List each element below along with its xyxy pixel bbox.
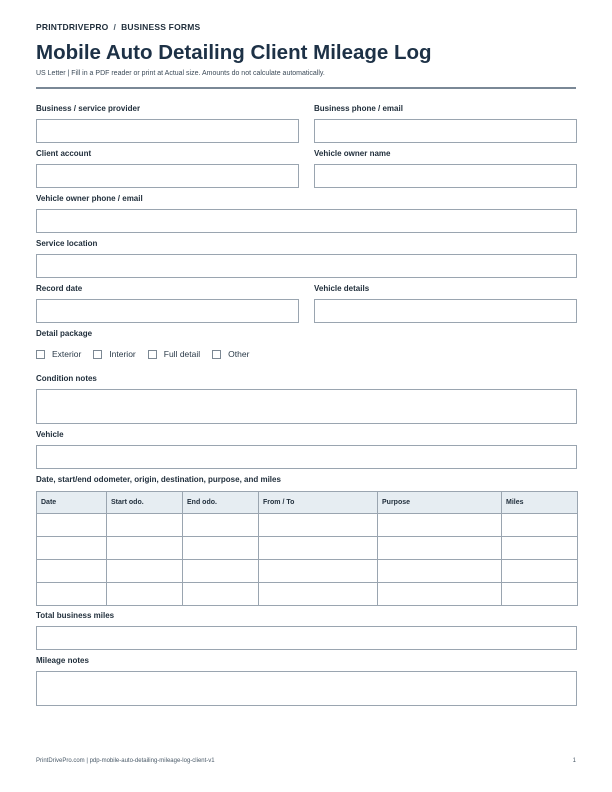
condition-notes-input[interactable] xyxy=(36,389,577,424)
table-cell[interactable] xyxy=(502,514,578,537)
table-cell[interactable] xyxy=(259,537,378,560)
table-cell[interactable] xyxy=(107,537,183,560)
checkbox-other[interactable] xyxy=(212,350,221,359)
table-cell[interactable] xyxy=(183,537,259,560)
table-cell[interactable] xyxy=(107,583,183,606)
trip-table-label: Date, start/end odometer, origin, destination, purpose, and miles xyxy=(36,475,281,484)
footer-source: PrintDrivePro.com | pdp-mobile-auto-detailing-mileage-log-client-v1 xyxy=(36,758,215,764)
table-row xyxy=(37,583,578,606)
table-cell[interactable] xyxy=(37,514,107,537)
record-date-label: Record date xyxy=(36,284,83,293)
header-divider xyxy=(36,87,576,89)
breadcrumb-section: BUSINESS FORMS xyxy=(121,22,201,32)
package-option-full-detail[interactable] xyxy=(148,349,200,359)
col-header-end-odo: End odo. xyxy=(183,492,259,514)
table-cell[interactable] xyxy=(259,514,378,537)
business-contact-input[interactable] xyxy=(314,119,577,143)
table-cell[interactable] xyxy=(37,560,107,583)
col-header-purpose: Purpose xyxy=(378,492,502,514)
vehicle-details-input[interactable] xyxy=(314,299,577,323)
page-title: Mobile Auto Detailing Client Mileage Log xyxy=(36,41,432,64)
table-cell[interactable] xyxy=(183,583,259,606)
detail-package-options xyxy=(36,349,261,359)
vehicle-label: Vehicle xyxy=(36,430,64,439)
record-date-input[interactable] xyxy=(36,299,299,323)
table-row xyxy=(37,537,578,560)
package-label-exterior: Exterior xyxy=(52,349,82,359)
table-cell[interactable] xyxy=(378,583,502,606)
package-option-other[interactable] xyxy=(212,349,249,359)
package-option-exterior[interactable] xyxy=(36,349,81,359)
table-cell[interactable] xyxy=(183,514,259,537)
table-cell[interactable] xyxy=(502,560,578,583)
table-cell[interactable] xyxy=(378,514,502,537)
table-cell[interactable] xyxy=(107,560,183,583)
table-cell[interactable] xyxy=(259,583,378,606)
package-label-interior: Interior xyxy=(109,349,136,359)
checkbox-interior[interactable] xyxy=(93,350,102,359)
service-location-input[interactable] xyxy=(36,254,577,278)
brand-name: PRINTDRIVEPRO xyxy=(36,22,109,32)
col-header-from-to: From / To xyxy=(259,492,378,514)
col-header-date: Date xyxy=(37,492,107,514)
col-header-start-odo: Start odo. xyxy=(107,492,183,514)
table-row xyxy=(37,514,578,537)
table-cell[interactable] xyxy=(37,583,107,606)
vehicle-input[interactable] xyxy=(36,445,577,469)
business-contact-label: Business phone / email xyxy=(314,104,403,113)
table-cell[interactable] xyxy=(378,560,502,583)
mileage-notes-input[interactable] xyxy=(36,671,577,706)
breadcrumb xyxy=(36,22,200,32)
owner-contact-input[interactable] xyxy=(36,209,577,233)
owner-contact-label: Vehicle owner phone / email xyxy=(36,194,143,203)
package-option-interior[interactable] xyxy=(93,349,135,359)
table-cell[interactable] xyxy=(37,537,107,560)
table-cell[interactable] xyxy=(183,560,259,583)
breadcrumb-separator: / xyxy=(113,22,117,32)
table-row xyxy=(37,560,578,583)
table-cell[interactable] xyxy=(502,537,578,560)
page-number: 1 xyxy=(572,758,576,764)
checkbox-exterior[interactable] xyxy=(36,350,45,359)
page-subtitle: US Letter | Fill in a PDF reader or print at Actual size. Amounts do not calculate automatically. xyxy=(36,70,325,77)
client-account-input[interactable] xyxy=(36,164,299,188)
table-cell[interactable] xyxy=(107,514,183,537)
vehicle-details-label: Vehicle details xyxy=(314,284,370,293)
mileage-table xyxy=(36,491,578,606)
table-cell[interactable] xyxy=(502,583,578,606)
form-page xyxy=(36,0,576,792)
table-cell[interactable] xyxy=(259,560,378,583)
client-account-label: Client account xyxy=(36,149,92,158)
total-miles-input[interactable] xyxy=(36,626,577,650)
package-label-full-detail: Full detail xyxy=(163,349,201,359)
table-cell[interactable] xyxy=(378,537,502,560)
service-location-label: Service location xyxy=(36,239,98,248)
mileage-notes-label: Mileage notes xyxy=(36,656,89,665)
total-miles-label: Total business miles xyxy=(36,611,115,620)
package-label-other: Other xyxy=(228,349,250,359)
owner-name-input[interactable] xyxy=(314,164,577,188)
owner-name-label: Vehicle owner name xyxy=(314,149,391,158)
detail-package-label: Detail package xyxy=(36,329,93,338)
business-label: Business / service provider xyxy=(36,104,141,113)
business-input[interactable] xyxy=(36,119,299,143)
condition-notes-label: Condition notes xyxy=(36,374,97,383)
checkbox-full-detail[interactable] xyxy=(148,350,157,359)
col-header-miles: Miles xyxy=(502,492,578,514)
table-header-row xyxy=(37,492,578,514)
